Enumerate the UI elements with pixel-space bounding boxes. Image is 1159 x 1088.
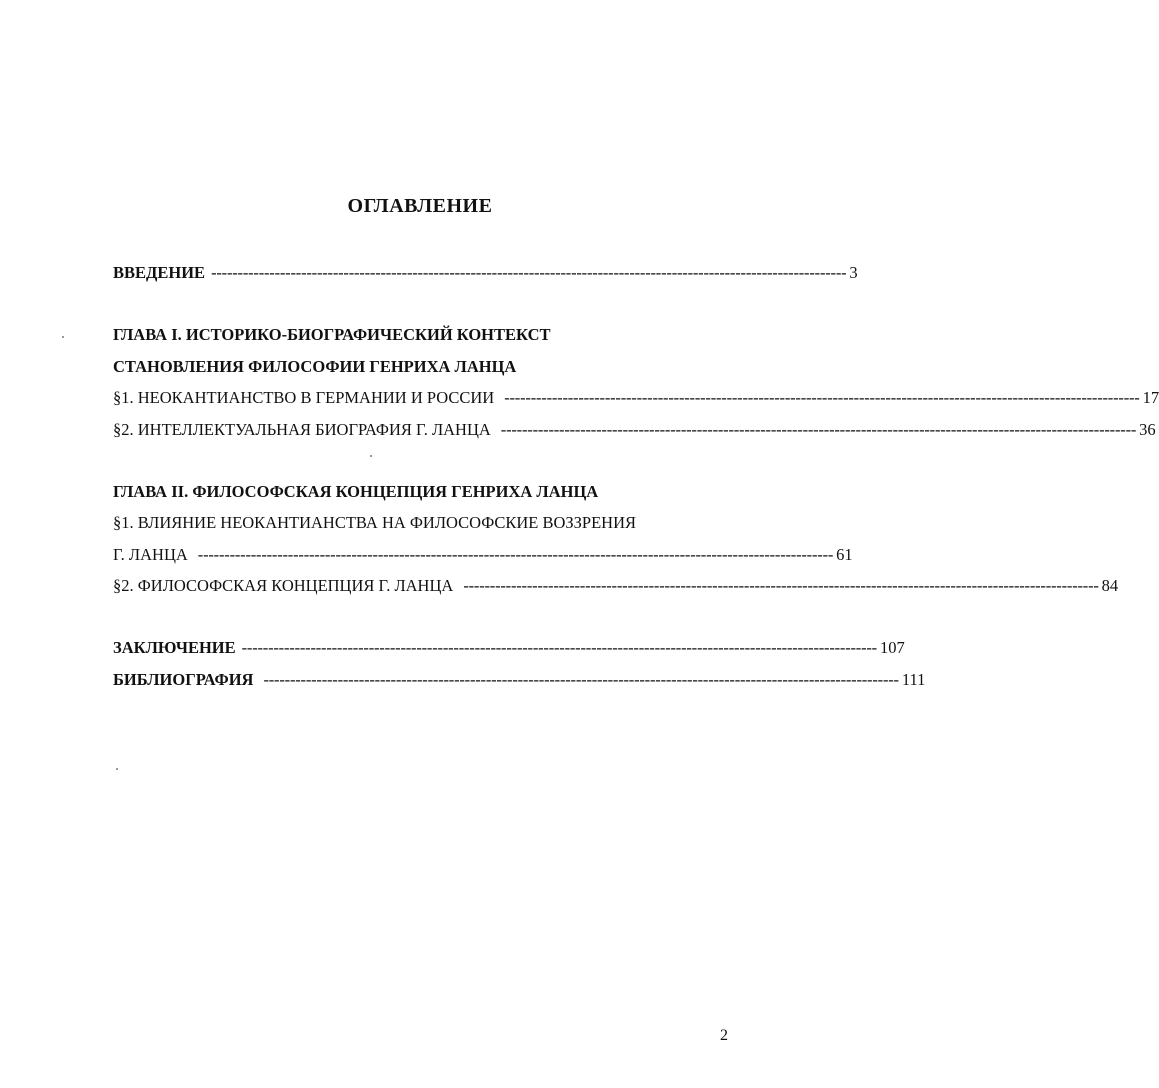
toc-entry-label: §2. ФИЛОСОФСКАЯ КОНЦЕПЦИЯ Г. ЛАНЦА: [113, 576, 454, 595]
toc-entry-page: 111: [901, 670, 926, 689]
chapter-1-title-line-1: ГЛАВА I. ИСТОРИКО-БИОГРАФИЧЕСКИЙ КОНТЕКСТ: [113, 325, 551, 344]
toc-leader: ------------------------------------------------------------------------------------------------------------------------: [263, 670, 899, 689]
toc-entry-label: Г. ЛАНЦА: [113, 545, 188, 564]
toc-entry-page: 107: [879, 638, 905, 657]
toc-entry-page: 61: [836, 545, 853, 564]
toc-leader: ------------------------------------------------------------------------------------------------------------------------: [500, 420, 1137, 439]
chapter-2-title: ГЛАВА II. ФИЛОСОФСКАЯ КОНЦЕПЦИЯ ГЕНРИХА ЛАНЦА: [113, 482, 599, 501]
toc-leader: ------------------------------------------------------------------------------------------------------------------------: [504, 388, 1140, 407]
scan-speck: [370, 455, 372, 457]
toc-entry-label: §2. ИНТЕЛЛЕКТУАЛЬНАЯ БИОГРАФИЯ Г. ЛАНЦА: [113, 420, 491, 439]
toc-entry-chapter-2-section-1: [113, 545, 853, 567]
toc-leader: ------------------------------------------------------------------------------------------------------------------------: [241, 638, 877, 657]
toc-entry-page: 3: [849, 263, 858, 282]
toc-entry-bibliography: [113, 670, 926, 692]
toc-entry-page: 17: [1142, 388, 1159, 407]
toc-leader: ------------------------------------------------------------------------------------------------------------------------: [197, 545, 834, 564]
chapter-2-section-1-line-1: §1. ВЛИЯНИЕ НЕОКАНТИАНСТВА НА ФИЛОСОФСКИЕ ВОЗЗРЕНИЯ: [113, 513, 636, 532]
toc-entry-conclusion: [113, 638, 905, 660]
toc-entry-chapter-1-section-1: [113, 388, 1159, 410]
toc-entry-label: ВВЕДЕНИЕ: [113, 263, 206, 282]
toc-entry-label: ЗАКЛЮЧЕНИЕ: [113, 638, 236, 657]
toc-entry-chapter-2-section-2: [113, 576, 1119, 598]
chapter-1-title-line-2: СТАНОВЛЕНИЯ ФИЛОСОФИИ ГЕНРИХА ЛАНЦА: [113, 357, 517, 376]
scan-speck: [116, 768, 118, 770]
toc-entry-label: §1. НЕОКАНТИАНСТВО В ГЕРМАНИИ И РОССИИ: [113, 388, 495, 407]
toc-entry-label: БИБЛИОГРАФИЯ: [113, 670, 254, 689]
toc-leader: ------------------------------------------------------------------------------------------------------------------------: [463, 576, 1099, 595]
page-number: 2: [720, 1027, 728, 1044]
toc-entry-chapter-1-section-2: [113, 420, 1156, 442]
toc-entry-page: 84: [1101, 576, 1119, 595]
toc-leader: ------------------------------------------------------------------------------------------------------------------------: [211, 263, 847, 282]
scan-speck: [62, 336, 64, 338]
toc-entry-introduction: [113, 263, 858, 285]
page-title: ОГЛАВЛЕНИЕ: [347, 195, 493, 217]
toc-entry-page: 36: [1139, 420, 1156, 439]
